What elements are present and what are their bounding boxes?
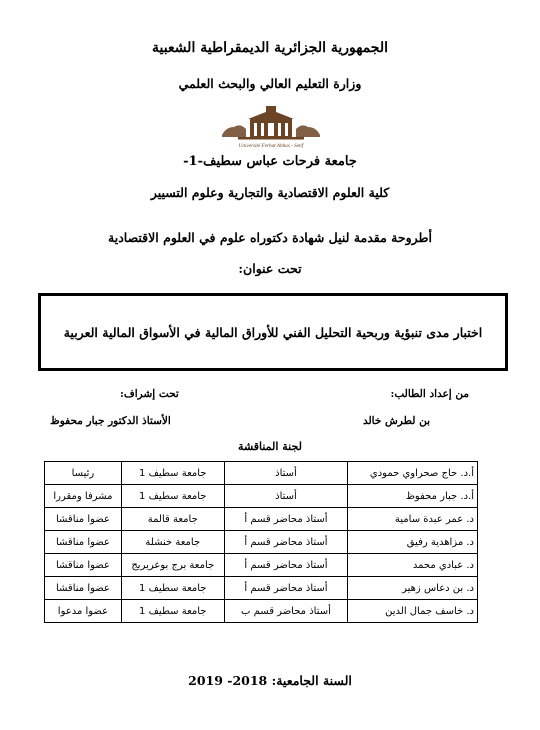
student-name: بن لطرش خالد <box>362 415 430 427</box>
member-name: د. مزاهدية رفيق <box>348 531 478 554</box>
table-row <box>45 577 478 600</box>
thesis-title: اختبار مدى تنبؤية وربحية التحليل الفني للأوراق المالية في الأسواق المالية العربية <box>63 324 483 340</box>
title-intro: تحت عنوان: <box>238 261 302 276</box>
member-rank: أستاذ <box>224 485 348 508</box>
ministry-heading: وزارة التعليم العالي والبحث العلمي <box>178 76 362 91</box>
table-row <box>45 531 478 554</box>
table-row <box>45 462 478 485</box>
member-name: د. عبادي محمد <box>348 554 478 577</box>
member-name: د. عمر عبدة سامية <box>348 508 478 531</box>
republic-heading: الجمهورية الجزائرية الديمقراطية الشعبية <box>151 40 388 56</box>
university-logo-icon <box>220 105 322 150</box>
member-rank: أستاذ محاضر قسم أ <box>224 531 348 554</box>
faculty-heading: كلية العلوم الاقتصادية والتجارية وعلوم التسيير <box>150 185 390 200</box>
table-row <box>45 485 478 508</box>
member-role: مشرفا ومقررا <box>45 485 122 508</box>
member-rank: أستاذ <box>224 462 348 485</box>
member-institution: جامعة برج بوعريريج <box>121 554 224 577</box>
member-institution: جامعة قالمة <box>121 508 224 531</box>
degree-line: أطروحة مقدمة لنيل شهادة دكتوراه علوم في العلوم الاقتصادية <box>108 230 432 245</box>
member-role: رئيسا <box>45 462 122 485</box>
member-institution: جامعة سطيف 1 <box>121 485 224 508</box>
supervisor-name: الأستاذ الدكتور جبار محفوظ <box>50 415 171 427</box>
member-institution: جامعة سطيف 1 <box>121 462 224 485</box>
member-name: أ.د. جبار محفوظ <box>348 485 478 508</box>
member-role: عضوا مناقشا <box>45 508 122 531</box>
member-institution: جامعة سطيف 1 <box>121 577 224 600</box>
supervisor-label: تحت إشراف: <box>120 388 179 400</box>
student-label: من إعداد الطالب: <box>390 388 469 400</box>
member-role: عضوا مدعوا <box>45 600 122 623</box>
member-name: د. بن دعاس زهير <box>348 577 478 600</box>
member-rank: أستاذ محاضر قسم أ <box>224 577 348 600</box>
member-name: أ.د. حاج صحراوي حمودي <box>348 462 478 485</box>
committee-table <box>44 461 478 623</box>
member-rank: أستاذ محاضر قسم ب <box>224 600 348 623</box>
member-rank: أستاذ محاضر قسم أ <box>224 554 348 577</box>
member-institution: جامعة سطيف 1 <box>121 600 224 623</box>
member-role: عضوا مناقشا <box>45 531 122 554</box>
academic-year: السنة الجامعية: 2018- 2019 <box>188 673 352 688</box>
university-heading: جامعة فرحات عباس سطيف-1- <box>183 154 357 169</box>
member-role: عضوا مناقشا <box>45 554 122 577</box>
member-rank: أستاذ محاضر قسم أ <box>224 508 348 531</box>
table-row <box>45 508 478 531</box>
member-role: عضوا مناقشا <box>45 577 122 600</box>
logo-caption: Université Ferhat Abbas - Setif <box>238 143 304 149</box>
thesis-title-box <box>38 293 508 371</box>
member-institution: جامعة خنشلة <box>121 531 224 554</box>
committee-title: لجنة المناقشة <box>238 440 302 453</box>
table-row <box>45 600 478 623</box>
table-row <box>45 554 478 577</box>
member-name: د. خاسف جمال الدين <box>348 600 478 623</box>
